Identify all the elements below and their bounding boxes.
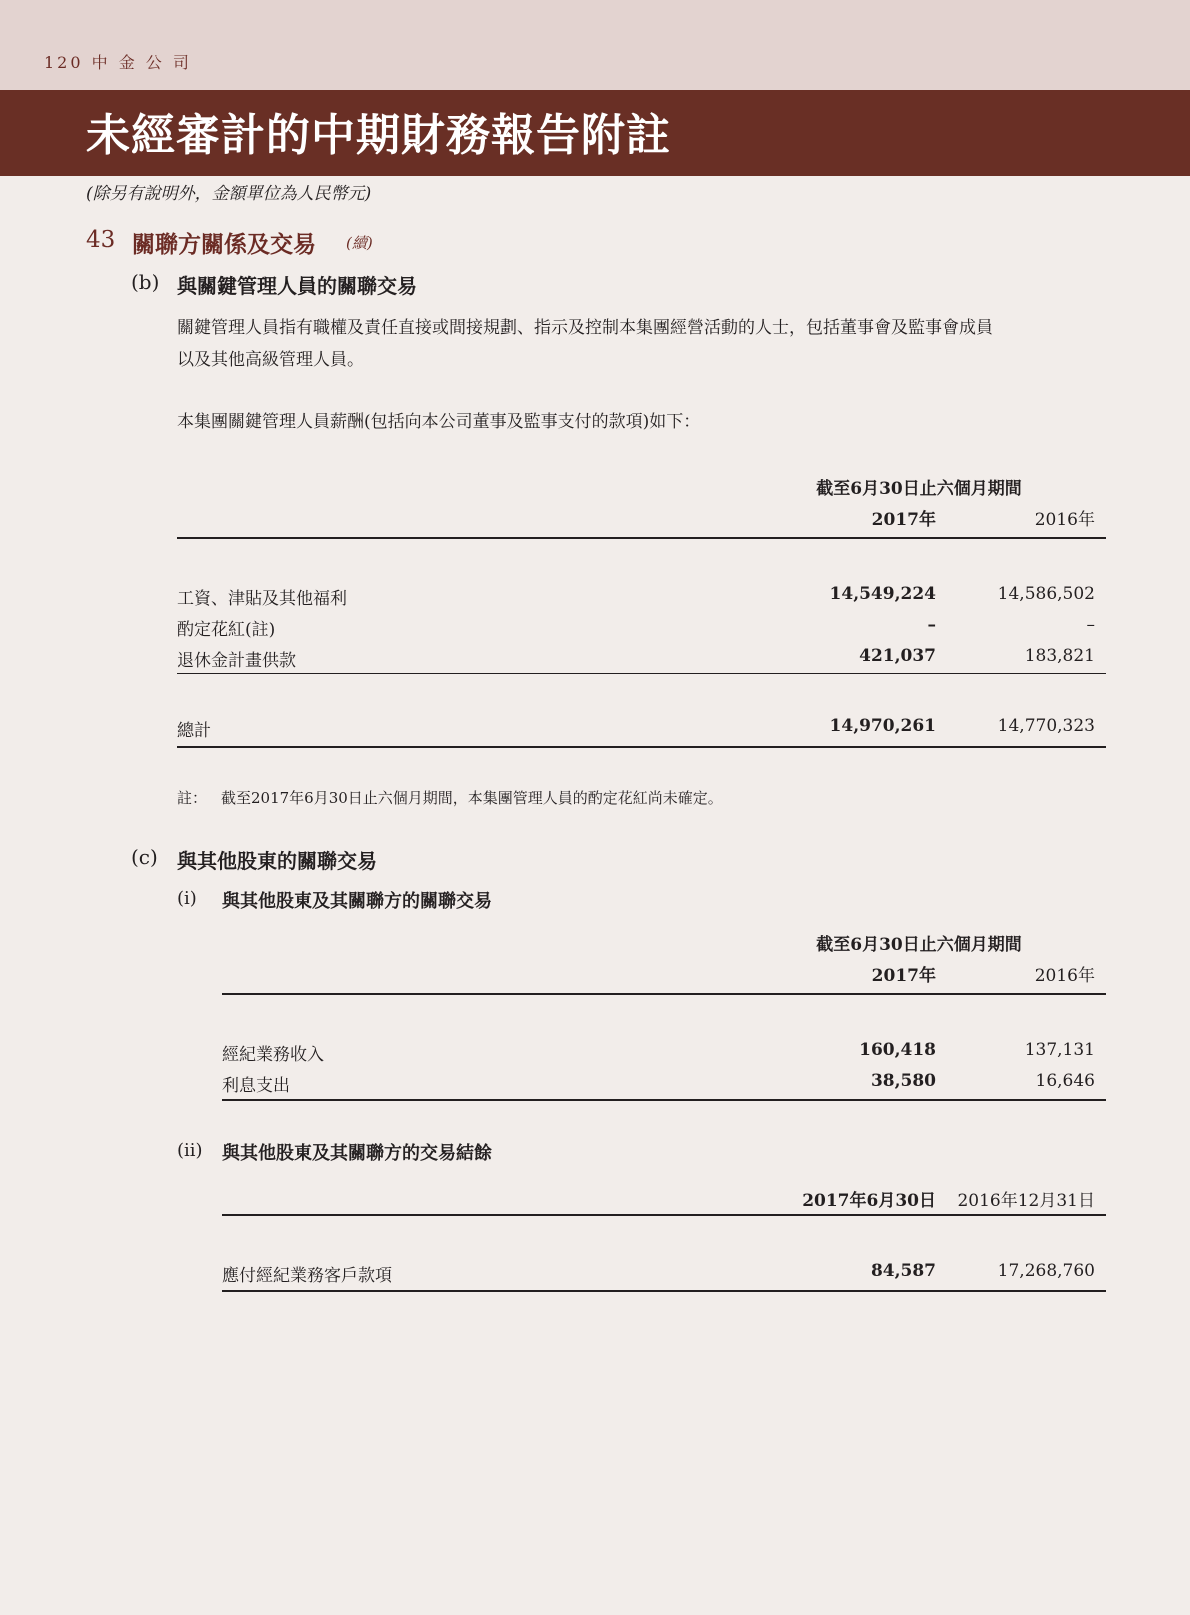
- subsection-c-ii-letter: (ii): [177, 1140, 203, 1161]
- table-cell-2017: –: [927, 615, 936, 635]
- subsection-c-ii-title: 與其他股東及其關聯方的交易結餘: [222, 1143, 492, 1164]
- subsection-c-title: 與其他股東的關聯交易: [177, 849, 377, 873]
- table-cell-2016: –: [1086, 615, 1095, 635]
- table-cell-2017: 421,037: [859, 646, 936, 666]
- table-b-col-2016: 2016年: [1034, 510, 1095, 530]
- table-cell-prior: 17,268,760: [997, 1261, 1095, 1281]
- table-ci-col-2017: 2017年: [871, 966, 936, 986]
- running-head: 120 中 金 公 司: [44, 53, 192, 72]
- section-continued: (續): [346, 234, 373, 252]
- table-cii-header-rule: [222, 1214, 1106, 1216]
- footnote-text: 截至2017年6月30日止六個月期間，本集團管理人員的酌定花紅尚未確定。: [221, 789, 723, 807]
- table-ci-header-rule: [222, 993, 1106, 995]
- table-ci-bottom-rule: [222, 1099, 1106, 1101]
- table-cell-2016: 14,586,502: [997, 584, 1095, 604]
- table-cii-col-prior: 2016年12月31日: [957, 1191, 1095, 1211]
- table-b-header-rule: [177, 537, 1106, 539]
- subsection-c-i-letter: (i): [177, 888, 197, 909]
- subsection-b-title: 與關鍵管理人員的關聯交易: [177, 274, 417, 298]
- table-cell-2017: 160,418: [859, 1040, 936, 1060]
- table-row-label: 經紀業務收入: [222, 1045, 324, 1065]
- subsection-c-letter: (c): [131, 845, 158, 869]
- table-cell-2016: 183,821: [1024, 646, 1095, 666]
- paragraph-definition-line1: 關鍵管理人員指有職權及責任直接或間接規劃、指示及控制本集團經營活動的人士，包括董事會及監事會成員: [177, 318, 993, 338]
- table-ci-col-2016: 2016年: [1034, 966, 1095, 986]
- table-cell-2016: 16,646: [1035, 1071, 1095, 1091]
- table-row-label: 工資、津貼及其他福利: [177, 589, 347, 609]
- table-cell-current: 84,587: [870, 1261, 936, 1281]
- table-total-label: 總計: [177, 721, 211, 741]
- table-cell-2017: 14,549,224: [829, 584, 936, 604]
- subsection-b-letter: (b): [131, 270, 160, 294]
- table-b-subtotal-rule: [177, 673, 1106, 674]
- paragraph-definition-line2: 以及其他高級管理人員。: [177, 350, 364, 370]
- top-band: [0, 0, 1190, 90]
- table-row-label: 利息支出: [222, 1076, 290, 1096]
- page-title: 未經審計的中期財務報告附註: [86, 110, 671, 161]
- section-number: 43: [86, 227, 116, 253]
- paragraph-remuneration: 本集團關鍵管理人員薪酬(包括向本公司董事及監事支付的款項)如下：: [177, 412, 701, 432]
- table-cell-2017: 38,580: [870, 1071, 936, 1091]
- section-title: 關聯方關係及交易: [132, 231, 316, 258]
- table-row-label: 應付經紀業務客戶款項: [222, 1266, 392, 1286]
- table-cii-col-current: 2017年6月30日: [802, 1191, 936, 1211]
- table-b-col-2017: 2017年: [871, 510, 936, 530]
- footnote-label: 註：: [177, 789, 208, 807]
- table-row-label: 酌定花紅(註): [177, 620, 276, 640]
- table-total-2017: 14,970,261: [829, 716, 936, 736]
- table-total-2016: 14,770,323: [997, 716, 1095, 736]
- units-note: (除另有說明外，金額單位為人民幣元): [86, 184, 372, 204]
- table-row-label: 退休金計畫供款: [177, 651, 296, 671]
- table-cii-bottom-rule: [222, 1290, 1106, 1292]
- table-b-period-header: 截至6月30日止六個月期間: [816, 479, 1022, 499]
- table-ci-period-header: 截至6月30日止六個月期間: [816, 935, 1022, 955]
- subsection-c-i-title: 與其他股東及其關聯方的關聯交易: [222, 891, 492, 912]
- table-cell-2016: 137,131: [1024, 1040, 1095, 1060]
- table-b-total-rule: [177, 746, 1106, 748]
